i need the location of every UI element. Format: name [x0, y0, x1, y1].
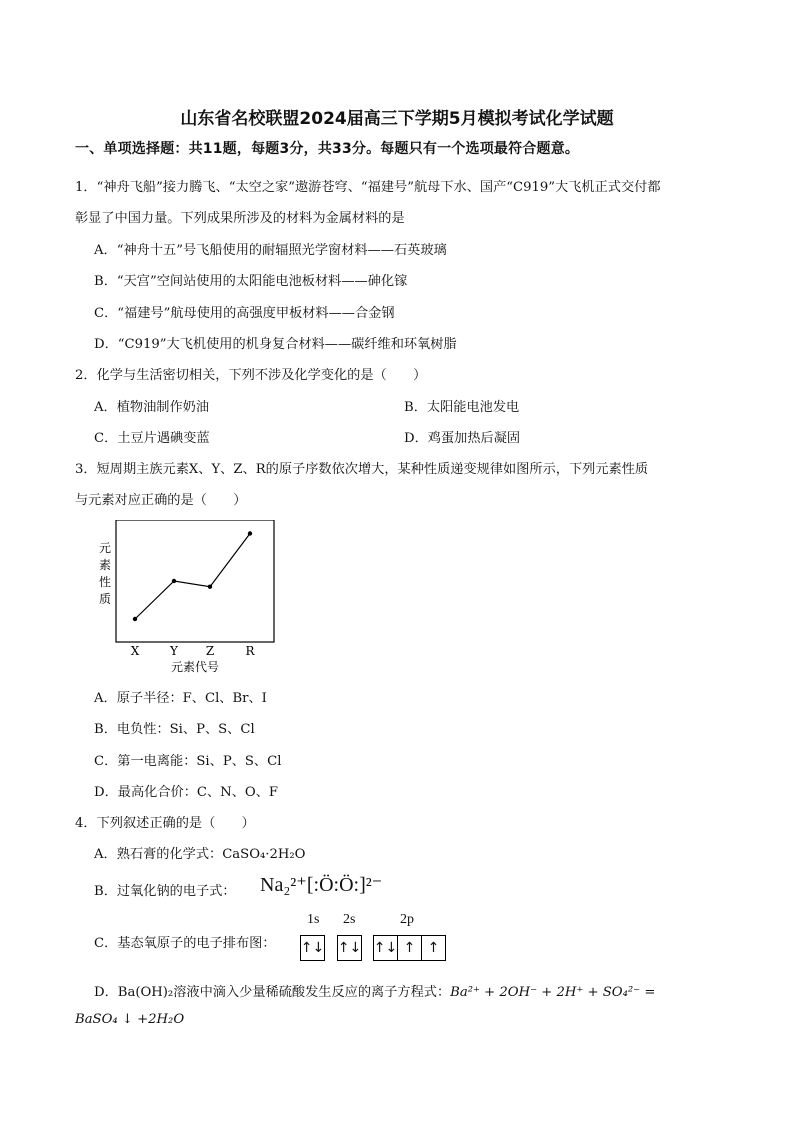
q1-stem-line2: 彰显了中国力量。下列成果所涉及的材料为金属材料的是 — [75, 211, 405, 226]
q1-option-a: A．“神舟十五”号飞船使用的耐辐照光学窗材料——石英玻璃 — [94, 243, 447, 258]
data-point-Y — [172, 579, 176, 583]
q3-option-b: B．电负性：Si、P、S、Cl — [94, 722, 255, 737]
q4-stem: 4．下列叙述正确的是（ ） — [75, 816, 255, 831]
q4-option-d-text: D．Ba(OH)₂溶液中滴入少量稀硫酸发生反应的离子方程式： — [94, 985, 451, 1000]
q3-option-a: A．原子半径：F、Cl、Br、I — [94, 691, 267, 706]
y-axis-label: 元素性质 — [98, 541, 112, 606]
x-tick-label-Z: Z — [205, 644, 215, 658]
x-axis-label: 元素代号 — [170, 660, 220, 674]
q1-stem-line1: 1．“神舟飞船”接力腾飞、“太空之家”遨游苍穹、“福建号”航母下水、国产“C919”大飞机正式交付都 — [75, 180, 661, 195]
ionic-equation-part1: Ba²⁺ + 2OH⁻ + 2H⁺ + SO₄²⁻ = — [450, 985, 656, 1000]
paired-electron-arrows: ↑↓ — [374, 936, 398, 960]
orbital-box-2s — [337, 935, 362, 961]
paired-electron-arrows: ↑↓ — [300, 940, 325, 956]
q3-option-c: C．第一电离能：Si、P、S、Cl — [94, 754, 282, 769]
q2-option-d: D．鸡蛋加热后凝固 — [404, 431, 521, 446]
q1-option-d: D．“C919”大飞机使用的机身复合材料——碳纤维和环氧树脂 — [94, 337, 457, 352]
page-title: 山东省名校联盟2024届高三下学期5月模拟考试化学试题 — [180, 109, 614, 129]
data-point-Z — [208, 585, 212, 589]
q4-option-d-line1 — [94, 981, 655, 1000]
data-point-X — [133, 617, 137, 621]
paired-electron-arrows: ↑↓ — [337, 940, 362, 956]
q2-option-b: B．太阳能电池发电 — [404, 400, 520, 415]
x-tick-label-Y: Y — [170, 644, 178, 658]
x-tick-label-X: X — [130, 644, 140, 658]
orbital-box-2p — [373, 935, 446, 961]
q3-option-d: D．最高化合价：C、N、O、F — [94, 785, 279, 800]
q4-option-a: A．熟石膏的化学式：CaSO₄·2H₂O — [94, 847, 306, 862]
data-point-R — [248, 531, 252, 535]
ionic-equation-part2: BaSO₄ ↓ +2H₂O — [75, 1012, 185, 1027]
q2-stem: 2．化学与生活密切相关，下列不涉及化学变化的是（ ） — [75, 368, 427, 383]
property-trend-chart — [95, 520, 285, 680]
single-electron-arrow: ↑ — [427, 940, 440, 956]
single-electron-arrow: ↑ — [398, 936, 422, 960]
orbital-box-1s — [300, 935, 325, 961]
chart-frame — [116, 520, 274, 642]
series-line — [135, 534, 250, 620]
x-tick-label-R: R — [245, 644, 255, 658]
q1-option-c: C．“福建号”航母使用的高强度甲板材料——合金钢 — [94, 306, 395, 321]
q2-option-a: A．植物油制作奶油 — [94, 400, 210, 415]
q4-option-b-label: B．过氧化钠的电子式： — [94, 884, 236, 899]
orbital-label-2p: 2p — [400, 912, 414, 927]
q2-option-c: C．土豆片遇碘变蓝 — [94, 431, 210, 446]
q1-option-b: B．“天宫”空间站使用的太阳能电池板材料——砷化镓 — [94, 274, 408, 289]
q3-stem-line1: 3．短周期主族元素X、Y、Z、R的原子序数依次增大，某种性质递变规律如图所示，下列元素性质 — [75, 462, 649, 477]
orbital-label-1s: 1s — [307, 912, 320, 927]
q3-stem-line2: 与元素对应正确的是（ ） — [75, 493, 247, 508]
orbital-label-2s: 2s — [343, 912, 356, 927]
q4-option-c-label: C．基态氧原子的电子排布图： — [94, 936, 276, 951]
sodium-peroxide-electron-formula: Na₂²⁺[:Ö:Ö:]²⁻ — [260, 874, 383, 896]
section-heading: 一、单项选择题：共11题，每题3分，共33分。每题只有一个选项最符合题意。 — [75, 141, 580, 157]
